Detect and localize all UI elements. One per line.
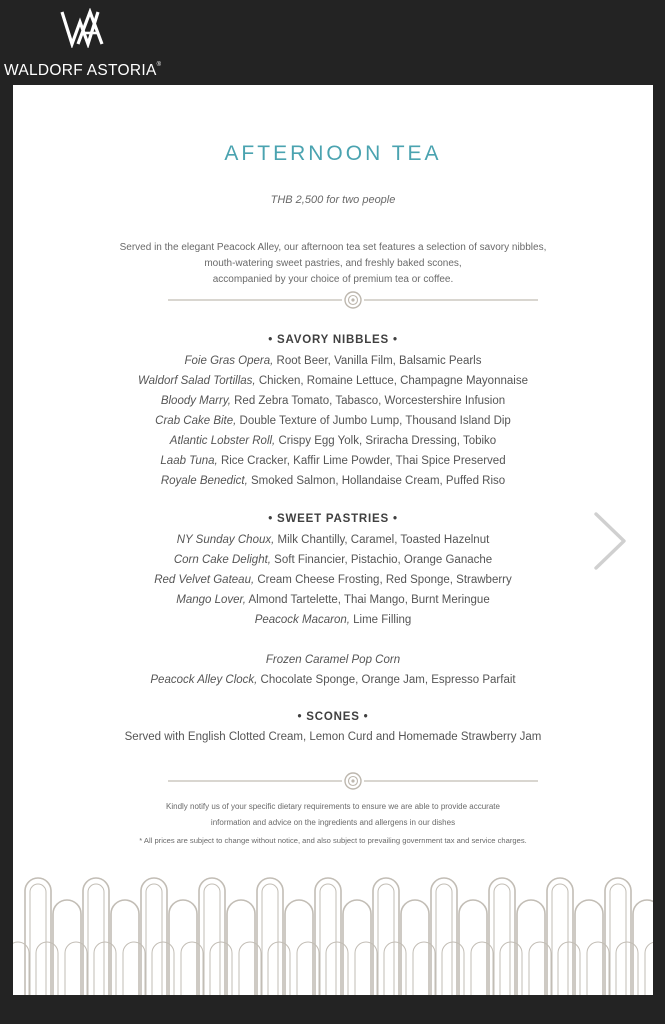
list-item: Waldorf Salad Tortillas, Chicken, Romaine Lettuce, Champagne Mayonnaise — [138, 375, 528, 387]
list-item: Peacock Alley Clock, Chocolate Sponge, Orange Jam, Espresso Parfait — [150, 674, 516, 686]
brand-name: WALDORF ASTORIA® — [4, 62, 162, 79]
list-item: Bloody Marry, Red Zebra Tomato, Tabasco, Worcestershire Infusion — [160, 395, 506, 407]
menu-card — [13, 85, 653, 995]
peacock-medallion-icon — [345, 292, 361, 308]
savory-heading: • SAVORY NIBBLES • — [268, 334, 398, 346]
dietary-notice — [13, 799, 653, 831]
list-item: Atlantic Lobster Roll, Crispy Egg Yolk, Sriracha Dressing, Tobiko — [169, 435, 497, 447]
peacock-medallion-icon — [345, 773, 361, 789]
menu-price: THB 2,500 for two people — [270, 194, 396, 206]
pastries-extra-list — [13, 650, 653, 690]
divider-bottom — [168, 771, 538, 791]
divider-top — [168, 290, 538, 310]
list-item: Royale Benedict, Smoked Salmon, Hollandaise Cream, Puffed Riso — [160, 475, 506, 487]
notice-line: Kindly notify us of your specific dietary requirements to ensure we are able to provide accurate — [166, 802, 500, 811]
pastries-heading: • SWEET PASTRIES • — [268, 513, 398, 525]
price-disclaimer: * All prices are subject to change without notice, and also subject to prevailing government tax and service charges. — [139, 836, 527, 845]
list-item: Foie Gras Opera, Root Beer, Vanilla Film, Balsamic Pearls — [184, 355, 482, 367]
list-item: Red Velvet Gateau, Cream Cheese Frosting, Red Sponge, Strawberry — [154, 574, 512, 586]
arched-fence-ornament — [13, 870, 653, 995]
chevron-right-icon[interactable] — [588, 508, 632, 574]
list-item: Laab Tuna, Rice Cracker, Kaffir Lime Powder, Thai Spice Preserved — [160, 455, 506, 467]
notice-line: information and advice on the ingredients and allergens in our dishes — [210, 818, 456, 827]
list-item: Peacock Macaron, Lime Filling — [254, 614, 412, 626]
list-item: Frozen Caramel Pop Corn — [265, 654, 401, 666]
scones-description: Served with English Clotted Cream, Lemon Curd and Homemade Strawberry Jam — [124, 731, 542, 743]
savory-list — [13, 351, 653, 491]
pastries-list — [13, 530, 653, 630]
menu-title: AFTERNOON TEA — [224, 142, 442, 165]
wa-monogram-icon — [60, 8, 112, 48]
intro-line: mouth-watering sweet pastries, and freshly baked scones, — [204, 258, 462, 269]
scones-heading: • SCONES • — [297, 711, 369, 723]
brand-header — [0, 0, 180, 85]
list-item: Corn Cake Delight, Soft Financier, Pistachio, Orange Ganache — [173, 554, 493, 566]
menu-intro — [13, 240, 653, 288]
list-item: Mango Lover, Almond Tartelette, Thai Mango, Burnt Meringue — [176, 594, 490, 606]
list-item: NY Sunday Choux, Milk Chantilly, Caramel, Toasted Hazelnut — [176, 534, 490, 546]
list-item: Crab Cake Bite, Double Texture of Jumbo Lump, Thousand Island Dip — [155, 415, 511, 427]
intro-line: Served in the elegant Peacock Alley, our afternoon tea set features a selection of savory nibbles, — [119, 242, 547, 253]
intro-line: accompanied by your choice of premium tea or coffee. — [212, 274, 454, 285]
